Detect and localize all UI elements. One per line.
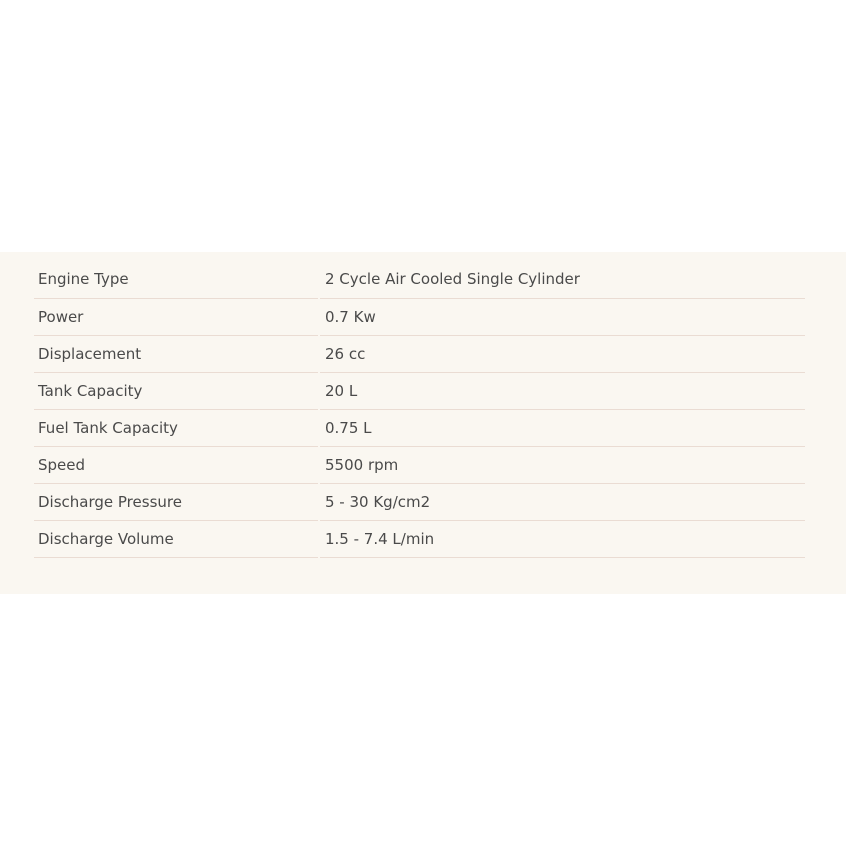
spec-label: Fuel Tank Capacity [34, 409, 319, 446]
specifications-panel [0, 252, 846, 594]
spec-row-engine-type [34, 261, 805, 298]
spec-row-speed [34, 446, 805, 483]
spec-row-displacement [34, 335, 805, 372]
spec-label: Speed [34, 446, 319, 483]
spec-row-discharge-pressure [34, 483, 805, 520]
spec-value: 1.5 - 7.4 L/min [319, 520, 805, 557]
spec-value: 5 - 30 Kg/cm2 [319, 483, 805, 520]
spec-label: Discharge Pressure [34, 483, 319, 520]
specifications-table [34, 261, 805, 558]
spec-value: 20 L [319, 372, 805, 409]
spec-row-power [34, 298, 805, 335]
spec-value: 2 Cycle Air Cooled Single Cylinder [319, 261, 805, 298]
spec-label: Engine Type [34, 261, 319, 298]
spec-row-fuel-tank-capacity [34, 409, 805, 446]
spec-label: Power [34, 298, 319, 335]
spec-label: Displacement [34, 335, 319, 372]
spec-row-tank-capacity [34, 372, 805, 409]
spec-value: 5500 rpm [319, 446, 805, 483]
spec-label: Tank Capacity [34, 372, 319, 409]
spec-value: 26 cc [319, 335, 805, 372]
spec-row-discharge-volume [34, 520, 805, 557]
spec-label: Discharge Volume [34, 520, 319, 557]
spec-value: 0.7 Kw [319, 298, 805, 335]
spec-value: 0.75 L [319, 409, 805, 446]
